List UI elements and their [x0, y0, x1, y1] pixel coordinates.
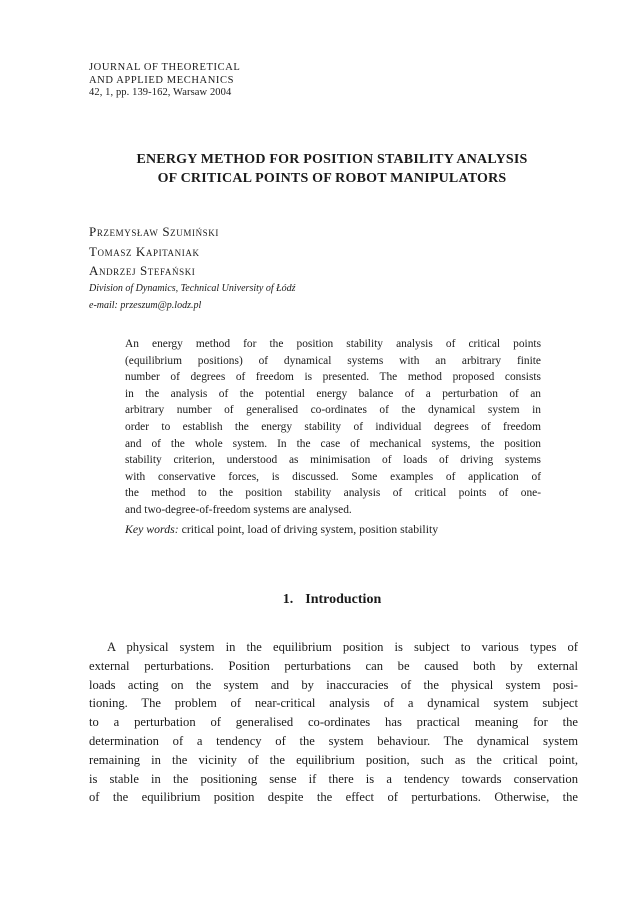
journal-reference: 42, 1, pp. 139-162, Warsaw 2004	[89, 87, 232, 98]
abstract-line: with conservative forces, is discussed. Some examples of application of	[125, 470, 541, 483]
affiliation	[89, 280, 296, 314]
paper-title-line-2: OF CRITICAL POINTS OF ROBOT MANIPULATORS	[157, 171, 507, 186]
author-list	[89, 222, 219, 281]
body-line: determination of a tendency of the system behaviour. The dynamical system	[89, 733, 578, 748]
abstract-line: order to establish the energy stability of individual degrees of freedom	[125, 420, 541, 433]
paper-title	[40, 150, 624, 188]
abstract-line: and of the whole system. In the case of mechanical systems, the position	[125, 437, 541, 450]
body-line: is stable in the positioning sense if there is a tendency towards conservation	[89, 771, 578, 786]
section-number: 1.	[282, 592, 294, 607]
section-title: Introduction	[305, 592, 382, 607]
abstract-line: the method to the position stability analysis of critical points of one-	[125, 487, 541, 500]
keywords-label: Key words:	[125, 522, 179, 536]
abstract-line: An energy method for the position stability analysis of critical points	[125, 338, 541, 350]
keywords-text: critical point, load of driving system, position stability	[178, 522, 439, 536]
body-line: loads acting on the system and by inaccuracies of the physical system posi-	[89, 677, 578, 692]
abstract-line: (equilibrium positions) of dynamical systems with an arbitrary finite	[125, 354, 541, 367]
body-line: A physical system in the equilibrium position is subject to various types of	[107, 640, 578, 654]
body-line: tioning. The problem of near-critical analysis of a dynamical system subject	[89, 696, 578, 711]
abstract	[125, 336, 541, 519]
author-name: Tomasz Kapitaniak	[89, 243, 200, 259]
affiliation-email: e-mail: przeszum@p.lodz.pl	[89, 300, 202, 311]
abstract-line: stability criterion, understood as minimisation of loads of driving systems	[125, 454, 541, 467]
paper-title-line-1: ENERGY METHOD FOR POSITION STABILITY ANALYSIS	[136, 152, 528, 167]
journal-name-line-1: JOURNAL OF THEORETICAL	[89, 62, 241, 73]
body-line: external perturbations. Position perturbations can be caused both by external	[89, 658, 578, 673]
abstract-line: number of degrees of freedom is presented. The method proposed consists	[125, 371, 541, 384]
abstract-line: arbitrary number of generalised co-ordinates of the dynamical system in	[125, 404, 541, 417]
body-line: to a perturbation of generalised co-ordinates has practical meaning for the	[89, 715, 578, 730]
abstract-line: and two-degree-of-freedom systems are analysed.	[125, 503, 352, 516]
body-paragraph	[89, 638, 578, 807]
author-name: Przemysław Szumiński	[89, 224, 219, 239]
keywords	[125, 521, 438, 537]
abstract-line: in the analysis of the potential energy balance of a perturbation of an	[125, 387, 541, 400]
journal-name-line-2: AND APPLIED MECHANICS	[89, 74, 235, 86]
body-line: remaining in the vicinity of the equilibrium position, such as the critical point,	[89, 752, 578, 767]
body-line: of the equilibrium position despite the effect of perturbations. Otherwise, the	[89, 790, 578, 805]
journal-header	[89, 62, 240, 100]
section-heading	[40, 591, 624, 609]
author-name: Andrzej Stefański	[89, 263, 196, 278]
affiliation-division: Division of Dynamics, Technical University of Łódź	[89, 283, 296, 294]
